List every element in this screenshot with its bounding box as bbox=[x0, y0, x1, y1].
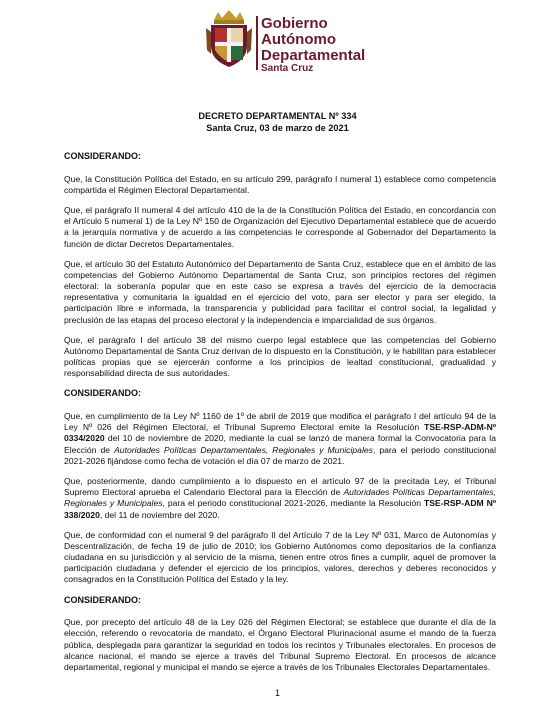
text-run: , para el periodo constitucional 2021-2026 fijándose como fecha de votación el día 07 de marzo de 2021. bbox=[64, 444, 496, 466]
gov-line-4: Santa Cruz bbox=[261, 63, 314, 75]
decree-date: Santa Cruz, 03 de marzo de 2021 bbox=[206, 122, 349, 133]
paragraph bbox=[64, 476, 496, 521]
paragraph: Que, el parágrafo II numeral 4 del artículo 410 de la de la Constitución Política del Estado, en concordancia con el Artículo 5 numeral 1) de la Ley Nº 150 de Organización del Ejecutivo Departamental establece que de acuerdo a la jerarquía normativa y de acuerdo a las competencias le corresponde al Gobernador del Departamento la función de dictar Decretos Departamentales. bbox=[64, 205, 496, 249]
gov-line-3: Departamental bbox=[261, 46, 366, 64]
election-name: Autoridades Políticas Departamentales, Regionales y Municipales bbox=[114, 444, 373, 455]
text-run: Que, en cumplimiento de la Ley Nº 1160 de 1º de abril de 2019 que modifica el parágrafo I del artículo 94 de la Ley Nº 026 del Régimen Electoral, el Tribunal Supremo Electoral emite la Resolución bbox=[64, 411, 496, 433]
considerando-heading-3: CONSIDERANDO: bbox=[64, 594, 142, 605]
decree-title bbox=[0, 111, 555, 134]
santa-cruz-coat-of-arms-logo bbox=[206, 10, 252, 68]
paragraph bbox=[64, 411, 496, 467]
text-run: Que, posteriormente, dando cumplimiento a lo dispuesto en el artículo 97 de la precitada Ley, el Tribunal Supremo Electoral aprueba el Calendario Electoral para la Elección de bbox=[64, 475, 496, 498]
government-name bbox=[261, 16, 365, 75]
considerando-heading-2: CONSIDERANDO: bbox=[64, 388, 142, 399]
considerando-heading-1: CONSIDERANDO: bbox=[64, 151, 142, 161]
document-body bbox=[64, 151, 496, 682]
gov-line-1: Gobierno bbox=[261, 15, 328, 32]
paragraph: Que, el parágrafo I del artículo 38 del mismo cuerpo legal establece que las competencias del Gobierno Autónomo Departamental de Santa Cruz derivan de lo dispuesto en la Constitución, y le habilitan para establecer políticas propias que se ejercerán conforme a los principios de lealtad constitucional, gradualidad y responsabilidad directa de sus autoridades. bbox=[64, 334, 496, 379]
paragraph: Que, de conformidad con el numeral 9 del parágrafo II del Artículo 7 de la Ley Nº 031, Marco de Autonomías y Descentralización, de fecha 19 de julio de 2010; los Gobierno Autónomos como depositarios de la confianza ciudadana en su jurisdicción y al servicio de la misma, tienen entre otros fines a cumplir, aquel de promover la participación ciudadana y defender el ejercicio de los principios, valores, derechos y deberes reconocidos y consagrados en la Constitución Política del Estado y la ley. bbox=[64, 529, 496, 585]
paragraph: Que, por precepto del artículo 48 de la Ley 026 del Régimen Electoral; se establece que durante el día de la elección, referendo o revocatoria de mandato, el Órgano Electoral Plurinacional asume el mando de la fuerza pública, desplegada para garantizar la seguridad en todos los recintos y Tribunales electorales. En procesos de alcance nacional, el mando se ejerce a través del Tribunal Supremo Electoral. En procesos de alcance departamental, regional y municipal el mando se ejerce a través de los Tribunales Electorales Departamentales. bbox=[64, 617, 496, 672]
election-name: Autoridades Políticas Departamentales, Regionales y Municipales bbox=[64, 487, 497, 509]
text-run: del 10 de noviembre de 2020, mediante la cual se lanzó de manera formal la Convocatoria para la Elección de bbox=[64, 433, 496, 455]
resolution-reference: TSE-RSP-ADM-Nº 0334/2020 bbox=[64, 422, 496, 444]
resolution-reference: TSE-RSP-ADM Nº 338/2020 bbox=[64, 498, 496, 520]
decree-number: DECRETO DEPARTAMENTAL Nº 334 bbox=[198, 111, 357, 121]
text-run: , para el periodo constitucional 2021-2026, mediante la Resolución bbox=[162, 498, 425, 509]
text-run: , del 11 de noviembre del 2020. bbox=[99, 509, 220, 520]
header-divider bbox=[256, 16, 258, 70]
page-number: 1 bbox=[274, 688, 280, 698]
paragraph: Que, el artículo 30 del Estatuto Autonómico del Departamento de Santa Cruz, establece que en el ámbito de las competencias del Gobierno Autónomo Departamental de Santa Cruz, son principios rectores del régimen electoral: la soberanía popular que en este caso se expresa a través del ejercicio de la democracia representativa y comunitaria la igualdad en el ejercicio del voto, para ser elector y para ser elegido, la participación libre e informada, la transparencia y publicidad para facilitar el control social, la legalidad y preclusión de las etapas del proceso electoral y la independencia e imparcialidad de sus órganos. bbox=[64, 258, 496, 325]
gov-line-2: Autónomo bbox=[261, 30, 336, 48]
paragraph: Que, la Constitución Política del Estado, en su artículo 299, parágrafo I numeral 1) establece como competencia compartida el Régimen Electoral Departamental. bbox=[64, 173, 496, 195]
